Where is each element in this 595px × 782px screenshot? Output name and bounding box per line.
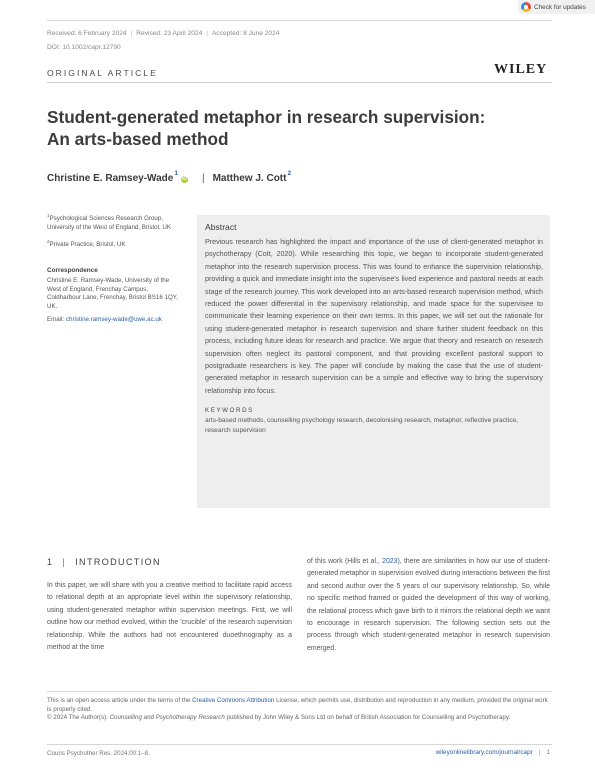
title-line-1: Student-generated metaphor in research supervision:	[47, 107, 486, 127]
author-list	[47, 170, 292, 184]
intro-paragraph-right: of this work (Hills et al., 2023), there are similarities in how our use of student-generated metaphor in supervision evolved during interactions between the first and second author over the 5 years of our supervisory relationship. So, while no specific method framed or guided the development of this way of working, the relational process which gave birth to it mirrors the relational depth we want to encourage in research supervision. The following section sets out the process through which student-generated metaphor in research supervision emerged.	[307, 558, 550, 652]
received-date: Received: 6 February 2024	[47, 30, 127, 37]
journal-name: Counselling and Psychotherapy Research	[109, 714, 225, 722]
revised-date: Revised: 23 April 2024	[136, 30, 203, 37]
section-number: 1	[47, 557, 54, 567]
journal-citation: Couns Psychother Res. 2024;00:1–8.	[47, 750, 150, 757]
intro-paragraph-left: In this paper, we will share with you a creative method to facilitate rapid access to relational depth at an appropriate level within the supervisory relationship, using student-generated metaphor within supervision meetings. First, we will outline how our method evolved, within the 'crucible' of the research supervision relationship. While the authors had not encountered duoethnography as a method at the time	[47, 582, 292, 652]
correspondence-email: Email: christine.ramsey-wade@uwe.ac.uk	[47, 316, 162, 323]
affiliation-1: $^1$Psychological Sciences Research Group, University of the West of England, Bristol, UK	[47, 213, 172, 231]
author-2[interactable]: Matthew J. Cott	[212, 173, 287, 184]
doi: DOI: 10.1002/capr.12790	[47, 44, 121, 51]
article-title	[47, 106, 517, 150]
page-footer: wileyonlinelibrary.com/journal/capr | 1	[435, 749, 550, 756]
abstract-panel	[197, 215, 550, 508]
license-notice: This is an open access article under the terms of the Creative Commons Attribution License, which permits use, distribution and reproduction in any medium, provided the original work is properly cited. © 2024 The Author(s). Counselling and Psychotherapy Research published by John Wiley & Sons Ltd on behalf of British Association for Counselling and Psychotherapy.	[47, 697, 548, 722]
keywords-heading: KEYWORDS	[205, 407, 254, 415]
check-for-updates-button[interactable]	[518, 0, 595, 14]
correspondence-address: Christine E. Ramsey-Wade, University of the West of England, Frenchay Campus, Coldharbour Lane, Frenchay, Bristol BS16 1QY, UK.	[47, 277, 178, 310]
author-separator: |	[201, 173, 205, 184]
footnote-rule	[47, 691, 552, 692]
check-updates-label: Check for updates	[534, 3, 586, 11]
abstract-text: Previous research has highlighted the impact and importance of the use of client-generated metaphor in psychotherapy (Cott, 2020). While researching this topic, we began to incorporate student-generated metaphor into the research supervision process. This was found to enhance the supervision relationship, providing a quick and immediate insight into the supervisee's lived experience and pastoral needs at each stage of the research journey. This work developed into an arts-based research supervision method, which reduced the power differential in the supervisory relationship, and made space for the supervisee to communicate their learning experience on their own terms. In this paper, we will set out the rationale for using student-generated metaphor in research supervision and share further student feedback on this process, including future ideas for research and practice. We argue that theory and research on research supervision often neglect its pastoral component, and that providing excellent pastoral support to postgraduate researchers is key. The paper will conclude by making the case that the use of student-generated metaphor in research supervision can be a simple and effective way to bring the supervisory relationship into focus.	[205, 238, 543, 395]
author-1-affiliation[interactable]: 1	[174, 170, 178, 177]
accepted-date: Accepted: 8 June 2024	[211, 30, 280, 37]
keywords-list: arts-based methods, counselling psychology research, decolonising research, metaphor, reflective practice, research supervision	[205, 417, 518, 434]
article-dates: Received: 6 February 2024 | Revised: 23 April 2024 | Accepted: 8 June 2024	[47, 30, 280, 37]
header-rule	[47, 82, 552, 83]
affiliations	[47, 212, 181, 250]
correspondence-heading: Correspondence	[47, 267, 98, 274]
publisher-logo: WILEY	[494, 62, 548, 77]
top-rule	[47, 20, 552, 21]
author-1[interactable]: Christine E. Ramsey-Wade	[47, 173, 174, 184]
title-line-2: An arts-based method	[47, 129, 229, 149]
affiliation-2: $^2$Private Practice, Bristol, UK	[47, 239, 126, 249]
page-number: 1	[546, 749, 550, 756]
crossmark-icon	[521, 2, 531, 12]
email-link[interactable]: christine.ramsey-wade@uwe.ac.uk	[65, 316, 162, 323]
footer-rule	[47, 744, 552, 745]
citation-link[interactable]: 2023	[382, 558, 398, 565]
creative-commons-link[interactable]: Creative Commons Attribution	[192, 697, 275, 704]
orcid-icon[interactable]: iD	[181, 176, 187, 182]
section-title: INTRODUCTION	[75, 557, 161, 567]
article-type: ORIGINAL ARTICLE	[47, 68, 158, 78]
journal-url-link[interactable]: wileyonlinelibrary.com/journal/capr	[435, 749, 533, 756]
abstract-heading: Abstract	[205, 222, 237, 232]
author-2-affiliation[interactable]: 2	[287, 170, 292, 177]
section-heading-introduction: 1 | INTRODUCTION	[47, 557, 161, 567]
